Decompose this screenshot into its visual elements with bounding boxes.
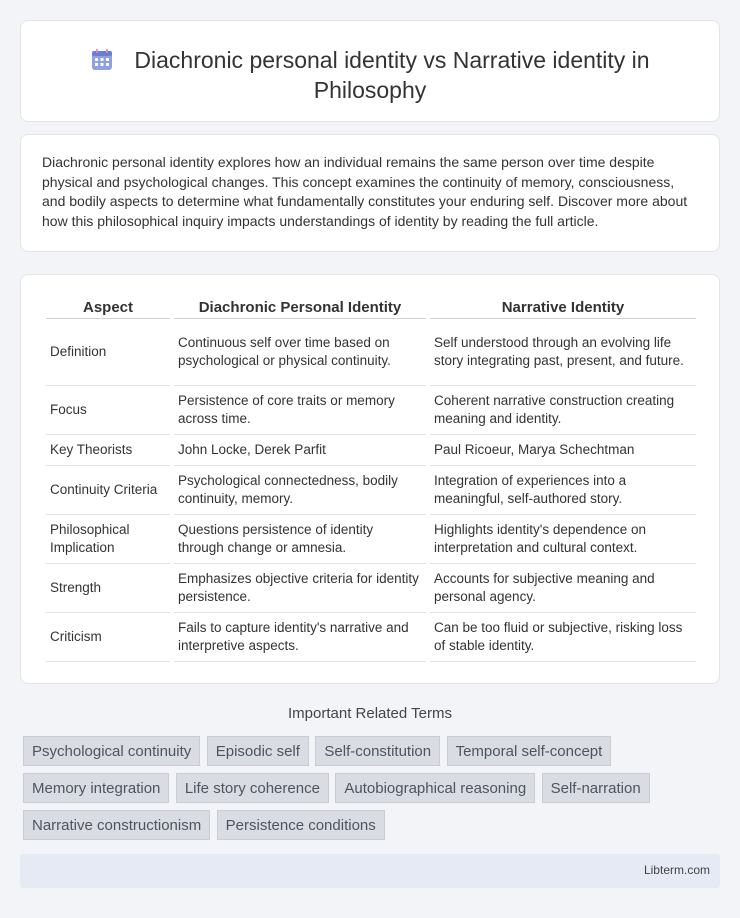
- diachronic-cell: Persistence of core traits or memory across time.: [174, 386, 426, 435]
- diachronic-cell: Psychological connectedness, bodily continuity, memory.: [174, 466, 426, 515]
- related-terms-list: [23, 736, 703, 847]
- related-term-tag[interactable]: Temporal self-concept: [447, 736, 612, 766]
- table-row: [46, 386, 696, 435]
- aspect-cell: Focus: [46, 386, 170, 435]
- column-header-narrative: Narrative Identity: [430, 295, 696, 319]
- column-header-diachronic: Diachronic Personal Identity: [174, 295, 426, 319]
- narrative-cell: Self understood through an evolving life story integrating past, present, and future.: [430, 319, 696, 386]
- diachronic-cell: Questions persistence of identity through change or amnesia.: [174, 515, 426, 564]
- related-term-tag[interactable]: Self-narration: [542, 773, 650, 803]
- aspect-cell: Strength: [46, 564, 170, 613]
- narrative-cell: Paul Ricoeur, Marya Schechtman: [430, 435, 696, 466]
- aspect-cell: Key Theorists: [46, 435, 170, 466]
- related-term-tag[interactable]: Self-constitution: [315, 736, 440, 766]
- footer-site-link[interactable]: Libterm.com: [643, 863, 710, 877]
- related-term-tag[interactable]: Psychological continuity: [23, 736, 200, 766]
- narrative-cell: Highlights identity's dependence on interpretation and cultural context.: [430, 515, 696, 564]
- diachronic-cell: Emphasizes objective criteria for identity persistence.: [174, 564, 426, 613]
- narrative-cell: Integration of experiences into a meaningful, self-authored story.: [430, 466, 696, 515]
- table-row: [46, 319, 696, 386]
- diachronic-cell: John Locke, Derek Parfit: [174, 435, 426, 466]
- calendar-icon: [90, 48, 114, 72]
- table-row: [46, 466, 696, 515]
- aspect-cell: Philosophical Implication: [46, 515, 170, 564]
- related-term-tag[interactable]: Autobiographical reasoning: [335, 773, 535, 803]
- page-title: Diachronic personal identity vs Narrative identity in Philosophy: [134, 47, 650, 103]
- column-header-aspect: Aspect: [46, 295, 170, 319]
- related-term-tag[interactable]: Episodic self: [207, 736, 309, 766]
- intro-paragraph: Diachronic personal identity explores how an individual remains the same person over time despite physical and psychological changes. This concept examines the continuity of memory, consciousness, and bodily aspects to determine what fundamentally constitutes your enduring self. Discover more about how this philosophical inquiry impacts understandings of identity by reading the full article.: [42, 154, 688, 229]
- intro-card: [20, 134, 720, 252]
- related-terms-heading: Important Related Terms: [288, 705, 452, 722]
- table-row: [46, 613, 696, 662]
- table-row: [46, 515, 696, 564]
- footer: [20, 854, 720, 888]
- diachronic-cell: Continuous self over time based on psychological or physical continuity.: [174, 319, 426, 386]
- aspect-cell: Continuity Criteria: [46, 466, 170, 515]
- related-term-tag[interactable]: Life story coherence: [176, 773, 329, 803]
- narrative-cell: Can be too fluid or subjective, risking loss of stable identity.: [430, 613, 696, 662]
- table-header-row: [46, 295, 696, 319]
- page-title-wrap: [61, 45, 679, 105]
- diachronic-cell: Fails to capture identity's narrative and interpretive aspects.: [174, 613, 426, 662]
- comparison-table: [42, 295, 700, 662]
- comparison-card: [20, 274, 720, 684]
- table-row: [46, 435, 696, 466]
- related-term-tag[interactable]: Narrative constructionism: [23, 810, 210, 840]
- related-term-tag[interactable]: Persistence conditions: [217, 810, 385, 840]
- title-card: [20, 20, 720, 122]
- narrative-cell: Accounts for subjective meaning and personal agency.: [430, 564, 696, 613]
- aspect-cell: Criticism: [46, 613, 170, 662]
- narrative-cell: Coherent narrative construction creating meaning and identity.: [430, 386, 696, 435]
- table-row: [46, 564, 696, 613]
- aspect-cell: Definition: [46, 319, 170, 386]
- related-term-tag[interactable]: Memory integration: [23, 773, 169, 803]
